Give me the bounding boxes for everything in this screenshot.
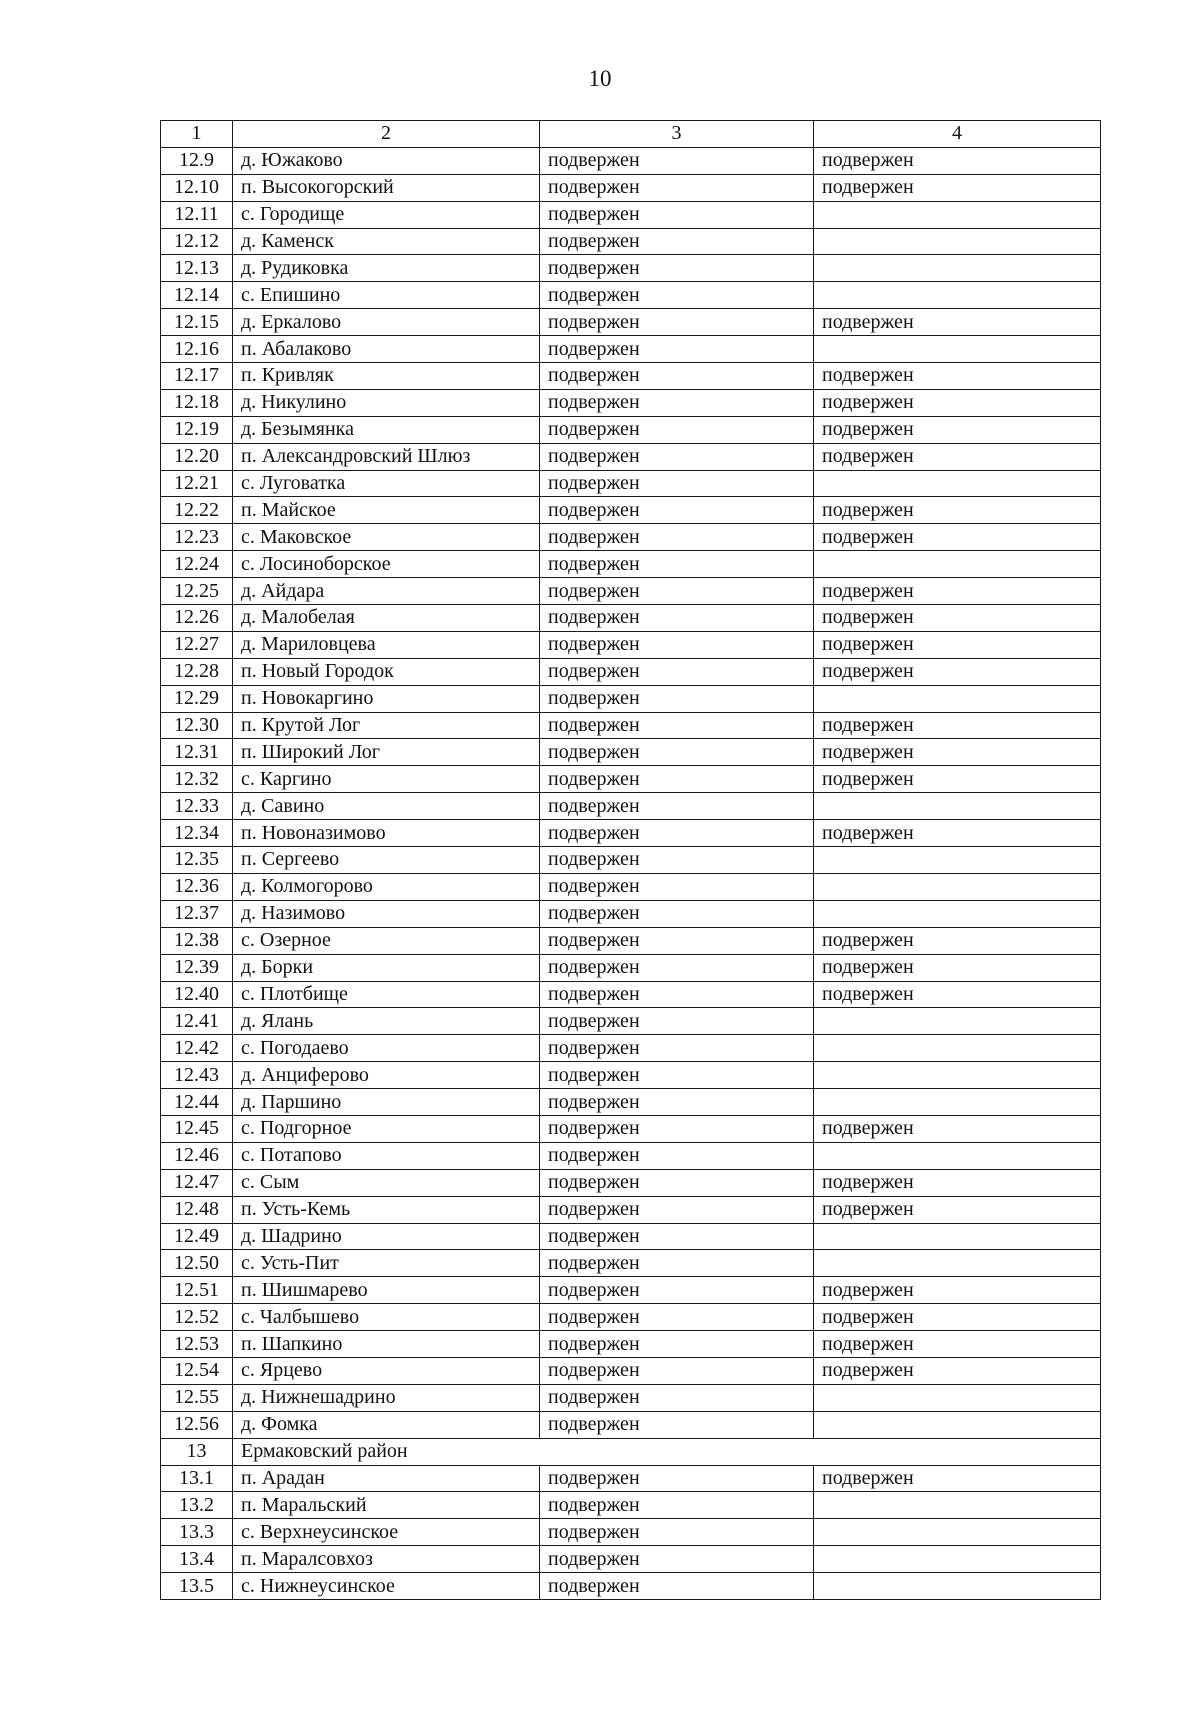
row-number-cell: 12.14 bbox=[161, 282, 233, 309]
column-3-cell: подвержен bbox=[540, 147, 814, 174]
column-4-cell bbox=[814, 1384, 1101, 1411]
column-4-cell: подвержен bbox=[814, 954, 1101, 981]
settlement-name-cell: с. Нижнеусинское bbox=[233, 1573, 540, 1600]
column-4-cell bbox=[814, 1035, 1101, 1062]
row-number-cell: 12.15 bbox=[161, 309, 233, 336]
column-4-cell: подвержен bbox=[814, 927, 1101, 954]
column-3-cell: подвержен bbox=[540, 1331, 814, 1358]
column-4-cell bbox=[814, 1573, 1101, 1600]
settlement-name-cell: п. Усть-Кемь bbox=[233, 1196, 540, 1223]
row-number-cell: 12.45 bbox=[161, 1115, 233, 1142]
settlement-name-cell: с. Каргино bbox=[233, 766, 540, 793]
column-4-cell: подвержен bbox=[814, 1115, 1101, 1142]
table-row bbox=[161, 739, 1101, 766]
settlement-name-cell: с. Епишино bbox=[233, 282, 540, 309]
settlement-name-cell: п. Александровский Шлюз bbox=[233, 443, 540, 470]
table-row bbox=[161, 793, 1101, 820]
settlement-name-cell: с. Городище bbox=[233, 201, 540, 228]
table-row bbox=[161, 1062, 1101, 1089]
table-row bbox=[161, 524, 1101, 551]
column-3-cell: подвержен bbox=[540, 551, 814, 578]
row-number-cell: 12.18 bbox=[161, 389, 233, 416]
table-row bbox=[161, 1331, 1101, 1358]
column-3-cell: подвержен bbox=[540, 1169, 814, 1196]
column-3-cell: подвержен bbox=[540, 981, 814, 1008]
row-number-cell: 12.11 bbox=[161, 201, 233, 228]
settlement-name-cell: д. Борки bbox=[233, 954, 540, 981]
column-4-cell: подвержен bbox=[814, 820, 1101, 847]
table-row bbox=[161, 282, 1101, 309]
row-number-cell: 12.17 bbox=[161, 363, 233, 390]
settlement-name-cell: п. Новокаргино bbox=[233, 685, 540, 712]
column-4-cell: подвержен bbox=[814, 416, 1101, 443]
row-number-cell: 12.38 bbox=[161, 927, 233, 954]
table-row bbox=[161, 1573, 1101, 1600]
settlement-name-cell: п. Высокогорский bbox=[233, 174, 540, 201]
row-number-cell: 13.4 bbox=[161, 1546, 233, 1573]
column-3-cell: подвержен bbox=[540, 1357, 814, 1384]
district-name-cell: Ермаковский район bbox=[233, 1438, 1101, 1465]
row-number-cell: 12.51 bbox=[161, 1277, 233, 1304]
column-4-cell: подвержен bbox=[814, 1304, 1101, 1331]
row-number-cell: 12.54 bbox=[161, 1357, 233, 1384]
row-number-cell: 12.42 bbox=[161, 1035, 233, 1062]
row-number-cell: 12.53 bbox=[161, 1331, 233, 1358]
row-number-cell: 12.30 bbox=[161, 712, 233, 739]
table-body bbox=[161, 147, 1101, 1599]
column-3-cell: подвержен bbox=[540, 497, 814, 524]
table-row bbox=[161, 228, 1101, 255]
settlement-name-cell: д. Савино bbox=[233, 793, 540, 820]
column-3-cell: подвержен bbox=[540, 470, 814, 497]
settlements-table bbox=[160, 120, 1101, 1600]
column-3-cell: подвержен bbox=[540, 954, 814, 981]
row-number-cell: 12.10 bbox=[161, 174, 233, 201]
column-4-cell: подвержен bbox=[814, 1357, 1101, 1384]
column-3-cell: подвержен bbox=[540, 578, 814, 605]
column-3-cell: подвержен bbox=[540, 1250, 814, 1277]
column-4-cell: подвержен bbox=[814, 578, 1101, 605]
column-4-cell: подвержен bbox=[814, 1169, 1101, 1196]
column-3-cell: подвержен bbox=[540, 1142, 814, 1169]
table-row bbox=[161, 685, 1101, 712]
settlement-name-cell: д. Нижнешадрино bbox=[233, 1384, 540, 1411]
column-header-1: 1 bbox=[161, 121, 233, 148]
column-3-cell: подвержен bbox=[540, 712, 814, 739]
column-4-cell bbox=[814, 551, 1101, 578]
column-3-cell: подвержен bbox=[540, 605, 814, 632]
section-row bbox=[161, 1438, 1101, 1465]
settlement-name-cell: п. Кривляк bbox=[233, 363, 540, 390]
settlement-name-cell: д. Южаково bbox=[233, 147, 540, 174]
column-3-cell: подвержен bbox=[540, 1465, 814, 1492]
row-number-cell: 12.13 bbox=[161, 255, 233, 282]
column-3-cell: подвержен bbox=[540, 1008, 814, 1035]
settlement-name-cell: п. Крутой Лог bbox=[233, 712, 540, 739]
column-3-cell: подвержен bbox=[540, 739, 814, 766]
column-3-cell: подвержен bbox=[540, 1411, 814, 1438]
row-number-cell: 12.21 bbox=[161, 470, 233, 497]
table-row bbox=[161, 658, 1101, 685]
settlement-name-cell: д. Колмогорово bbox=[233, 873, 540, 900]
column-4-cell: подвержен bbox=[814, 739, 1101, 766]
row-number-cell: 13 bbox=[161, 1438, 233, 1465]
column-4-cell bbox=[814, 1008, 1101, 1035]
settlement-name-cell: с. Плотбище bbox=[233, 981, 540, 1008]
column-3-cell: подвержен bbox=[540, 631, 814, 658]
table-row bbox=[161, 1277, 1101, 1304]
settlement-name-cell: п. Новоназимово bbox=[233, 820, 540, 847]
settlement-name-cell: д. Малобелая bbox=[233, 605, 540, 632]
table-row bbox=[161, 712, 1101, 739]
row-number-cell: 12.20 bbox=[161, 443, 233, 470]
column-4-cell bbox=[814, 470, 1101, 497]
column-3-cell: подвержен bbox=[540, 201, 814, 228]
settlement-name-cell: п. Широкий Лог bbox=[233, 739, 540, 766]
column-3-cell: подвержен bbox=[540, 1546, 814, 1573]
row-number-cell: 12.34 bbox=[161, 820, 233, 847]
column-3-cell: подвержен bbox=[540, 1492, 814, 1519]
row-number-cell: 12.24 bbox=[161, 551, 233, 578]
table-row bbox=[161, 201, 1101, 228]
settlement-name-cell: с. Озерное bbox=[233, 927, 540, 954]
settlement-name-cell: п. Сергеево bbox=[233, 847, 540, 874]
table-row bbox=[161, 1492, 1101, 1519]
row-number-cell: 12.56 bbox=[161, 1411, 233, 1438]
row-number-cell: 12.22 bbox=[161, 497, 233, 524]
column-3-cell: подвержен bbox=[540, 443, 814, 470]
column-3-cell: подвержен bbox=[540, 766, 814, 793]
column-4-cell: подвержен bbox=[814, 443, 1101, 470]
table-row bbox=[161, 1196, 1101, 1223]
settlement-name-cell: с. Погодаево bbox=[233, 1035, 540, 1062]
settlement-name-cell: с. Потапово bbox=[233, 1142, 540, 1169]
column-3-cell: подвержен bbox=[540, 389, 814, 416]
table-row bbox=[161, 389, 1101, 416]
column-4-cell: подвержен bbox=[814, 712, 1101, 739]
table-header-row bbox=[161, 121, 1101, 148]
table-row bbox=[161, 847, 1101, 874]
column-3-cell: подвержен bbox=[540, 1089, 814, 1116]
table-row bbox=[161, 147, 1101, 174]
table-row bbox=[161, 1384, 1101, 1411]
column-4-cell bbox=[814, 873, 1101, 900]
column-4-cell bbox=[814, 1411, 1101, 1438]
column-3-cell: подвержен bbox=[540, 1115, 814, 1142]
column-3-cell: подвержен bbox=[540, 873, 814, 900]
column-3-cell: подвержен bbox=[540, 1062, 814, 1089]
settlement-name-cell: с. Луговатка bbox=[233, 470, 540, 497]
row-number-cell: 12.26 bbox=[161, 605, 233, 632]
column-3-cell: подвержен bbox=[540, 309, 814, 336]
column-3-cell: подвержен bbox=[540, 1223, 814, 1250]
table-row bbox=[161, 1089, 1101, 1116]
row-number-cell: 13.2 bbox=[161, 1492, 233, 1519]
column-4-cell bbox=[814, 1492, 1101, 1519]
column-3-cell: подвержен bbox=[540, 820, 814, 847]
table-row bbox=[161, 766, 1101, 793]
table-row bbox=[161, 631, 1101, 658]
column-3-cell: подвержен bbox=[540, 1196, 814, 1223]
table-row bbox=[161, 174, 1101, 201]
row-number-cell: 13.5 bbox=[161, 1573, 233, 1600]
column-4-cell bbox=[814, 336, 1101, 363]
table-row bbox=[161, 873, 1101, 900]
table-row bbox=[161, 578, 1101, 605]
table-row bbox=[161, 1223, 1101, 1250]
column-3-cell: подвержен bbox=[540, 174, 814, 201]
column-4-cell: подвержен bbox=[814, 1331, 1101, 1358]
table-row bbox=[161, 416, 1101, 443]
settlement-name-cell: п. Маральский bbox=[233, 1492, 540, 1519]
table-row bbox=[161, 1546, 1101, 1573]
table-row bbox=[161, 1008, 1101, 1035]
settlement-name-cell: д. Мариловцева bbox=[233, 631, 540, 658]
column-3-cell: подвержен bbox=[540, 1277, 814, 1304]
column-4-cell bbox=[814, 201, 1101, 228]
settlement-name-cell: с. Сым bbox=[233, 1169, 540, 1196]
settlement-name-cell: с. Верхнеусинское bbox=[233, 1519, 540, 1546]
column-4-cell bbox=[814, 900, 1101, 927]
settlement-name-cell: п. Маралсовхоз bbox=[233, 1546, 540, 1573]
column-3-cell: подвержен bbox=[540, 793, 814, 820]
settlement-name-cell: д. Еркалово bbox=[233, 309, 540, 336]
table-row bbox=[161, 1035, 1101, 1062]
row-number-cell: 12.31 bbox=[161, 739, 233, 766]
column-3-cell: подвержен bbox=[540, 282, 814, 309]
settlement-name-cell: д. Безымянка bbox=[233, 416, 540, 443]
row-number-cell: 12.12 bbox=[161, 228, 233, 255]
table-row bbox=[161, 1411, 1101, 1438]
column-3-cell: подвержен bbox=[540, 1304, 814, 1331]
row-number-cell: 13.3 bbox=[161, 1519, 233, 1546]
table-row bbox=[161, 443, 1101, 470]
table-row bbox=[161, 363, 1101, 390]
row-number-cell: 12.39 bbox=[161, 954, 233, 981]
column-3-cell: подвержен bbox=[540, 228, 814, 255]
table-row bbox=[161, 981, 1101, 1008]
column-4-cell: подвержен bbox=[814, 309, 1101, 336]
row-number-cell: 12.19 bbox=[161, 416, 233, 443]
table-row bbox=[161, 1357, 1101, 1384]
settlement-name-cell: д. Ялань bbox=[233, 1008, 540, 1035]
column-3-cell: подвержен bbox=[540, 336, 814, 363]
column-4-cell bbox=[814, 1519, 1101, 1546]
settlement-name-cell: д. Шадрино bbox=[233, 1223, 540, 1250]
settlement-name-cell: с. Чалбышево bbox=[233, 1304, 540, 1331]
settlement-name-cell: д. Паршино bbox=[233, 1089, 540, 1116]
table-row bbox=[161, 927, 1101, 954]
column-4-cell bbox=[814, 685, 1101, 712]
row-number-cell: 12.46 bbox=[161, 1142, 233, 1169]
column-4-cell: подвержен bbox=[814, 658, 1101, 685]
table-row bbox=[161, 551, 1101, 578]
column-3-cell: подвержен bbox=[540, 1384, 814, 1411]
column-3-cell: подвержен bbox=[540, 1519, 814, 1546]
column-4-cell bbox=[814, 1142, 1101, 1169]
settlement-name-cell: с. Ярцево bbox=[233, 1357, 540, 1384]
column-4-cell bbox=[814, 1223, 1101, 1250]
table-row bbox=[161, 900, 1101, 927]
column-4-cell: подвержен bbox=[814, 174, 1101, 201]
column-header-2: 2 bbox=[233, 121, 540, 148]
settlement-name-cell: д. Фомка bbox=[233, 1411, 540, 1438]
column-3-cell: подвержен bbox=[540, 524, 814, 551]
column-4-cell bbox=[814, 228, 1101, 255]
settlement-name-cell: с. Усть-Пит bbox=[233, 1250, 540, 1277]
table-row bbox=[161, 954, 1101, 981]
settlement-name-cell: п. Шапкино bbox=[233, 1331, 540, 1358]
row-number-cell: 12.43 bbox=[161, 1062, 233, 1089]
settlement-name-cell: с. Маковское bbox=[233, 524, 540, 551]
page-number: 10 bbox=[588, 66, 612, 91]
column-4-cell: подвержен bbox=[814, 981, 1101, 1008]
table-row bbox=[161, 1169, 1101, 1196]
column-3-cell: подвержен bbox=[540, 927, 814, 954]
column-3-cell: подвержен bbox=[540, 416, 814, 443]
table-row bbox=[161, 470, 1101, 497]
settlement-name-cell: п. Арадан bbox=[233, 1465, 540, 1492]
column-3-cell: подвержен bbox=[540, 900, 814, 927]
table-row bbox=[161, 309, 1101, 336]
row-number-cell: 12.52 bbox=[161, 1304, 233, 1331]
settlement-name-cell: д. Рудиковка bbox=[233, 255, 540, 282]
table-row bbox=[161, 1465, 1101, 1492]
column-header-4: 4 bbox=[814, 121, 1101, 148]
row-number-cell: 12.47 bbox=[161, 1169, 233, 1196]
column-4-cell: подвержен bbox=[814, 631, 1101, 658]
column-header-3: 3 bbox=[540, 121, 814, 148]
settlement-name-cell: п. Абалаково bbox=[233, 336, 540, 363]
column-4-cell: подвержен bbox=[814, 497, 1101, 524]
row-number-cell: 12.32 bbox=[161, 766, 233, 793]
row-number-cell: 13.1 bbox=[161, 1465, 233, 1492]
column-3-cell: подвержен bbox=[540, 1573, 814, 1600]
settlement-name-cell: п. Шишмарево bbox=[233, 1277, 540, 1304]
row-number-cell: 12.28 bbox=[161, 658, 233, 685]
table-row bbox=[161, 1519, 1101, 1546]
row-number-cell: 12.41 bbox=[161, 1008, 233, 1035]
table-row bbox=[161, 1142, 1101, 1169]
table-row bbox=[161, 820, 1101, 847]
table-row bbox=[161, 497, 1101, 524]
row-number-cell: 12.36 bbox=[161, 873, 233, 900]
column-4-cell: подвержен bbox=[814, 1196, 1101, 1223]
column-4-cell bbox=[814, 1089, 1101, 1116]
column-4-cell: подвержен bbox=[814, 389, 1101, 416]
settlement-name-cell: с. Лосиноборское bbox=[233, 551, 540, 578]
column-3-cell: подвержен bbox=[540, 685, 814, 712]
column-4-cell: подвержен bbox=[814, 524, 1101, 551]
settlement-name-cell: п. Майское bbox=[233, 497, 540, 524]
column-4-cell: подвержен bbox=[814, 363, 1101, 390]
settlement-name-cell: д. Никулино bbox=[233, 389, 540, 416]
table-row bbox=[161, 1304, 1101, 1331]
table-row bbox=[161, 336, 1101, 363]
row-number-cell: 12.37 bbox=[161, 900, 233, 927]
row-number-cell: 12.23 bbox=[161, 524, 233, 551]
table-row bbox=[161, 1115, 1101, 1142]
column-3-cell: подвержен bbox=[540, 363, 814, 390]
column-4-cell bbox=[814, 255, 1101, 282]
settlement-name-cell: с. Подгорное bbox=[233, 1115, 540, 1142]
column-4-cell: подвержен bbox=[814, 147, 1101, 174]
column-3-cell: подвержен bbox=[540, 658, 814, 685]
row-number-cell: 12.50 bbox=[161, 1250, 233, 1277]
row-number-cell: 12.25 bbox=[161, 578, 233, 605]
row-number-cell: 12.44 bbox=[161, 1089, 233, 1116]
table-row bbox=[161, 1250, 1101, 1277]
table-row bbox=[161, 605, 1101, 632]
row-number-cell: 12.16 bbox=[161, 336, 233, 363]
row-number-cell: 12.9 bbox=[161, 147, 233, 174]
row-number-cell: 12.40 bbox=[161, 981, 233, 1008]
row-number-cell: 12.55 bbox=[161, 1384, 233, 1411]
column-4-cell bbox=[814, 282, 1101, 309]
settlement-name-cell: д. Каменск bbox=[233, 228, 540, 255]
column-3-cell: подвержен bbox=[540, 847, 814, 874]
column-4-cell bbox=[814, 1250, 1101, 1277]
settlement-name-cell: д. Анциферово bbox=[233, 1062, 540, 1089]
column-3-cell: подвержен bbox=[540, 1035, 814, 1062]
settlement-name-cell: д. Назимово bbox=[233, 900, 540, 927]
column-4-cell bbox=[814, 1546, 1101, 1573]
column-4-cell: подвержен bbox=[814, 1465, 1101, 1492]
table-row bbox=[161, 255, 1101, 282]
row-number-cell: 12.33 bbox=[161, 793, 233, 820]
settlement-name-cell: д. Айдара bbox=[233, 578, 540, 605]
row-number-cell: 12.49 bbox=[161, 1223, 233, 1250]
row-number-cell: 12.27 bbox=[161, 631, 233, 658]
column-4-cell bbox=[814, 1062, 1101, 1089]
column-4-cell: подвержен bbox=[814, 766, 1101, 793]
column-4-cell: подвержен bbox=[814, 1277, 1101, 1304]
row-number-cell: 12.29 bbox=[161, 685, 233, 712]
column-3-cell: подвержен bbox=[540, 255, 814, 282]
column-4-cell bbox=[814, 847, 1101, 874]
row-number-cell: 12.35 bbox=[161, 847, 233, 874]
settlement-name-cell: п. Новый Городок bbox=[233, 658, 540, 685]
column-4-cell: подвержен bbox=[814, 605, 1101, 632]
row-number-cell: 12.48 bbox=[161, 1196, 233, 1223]
column-4-cell bbox=[814, 793, 1101, 820]
